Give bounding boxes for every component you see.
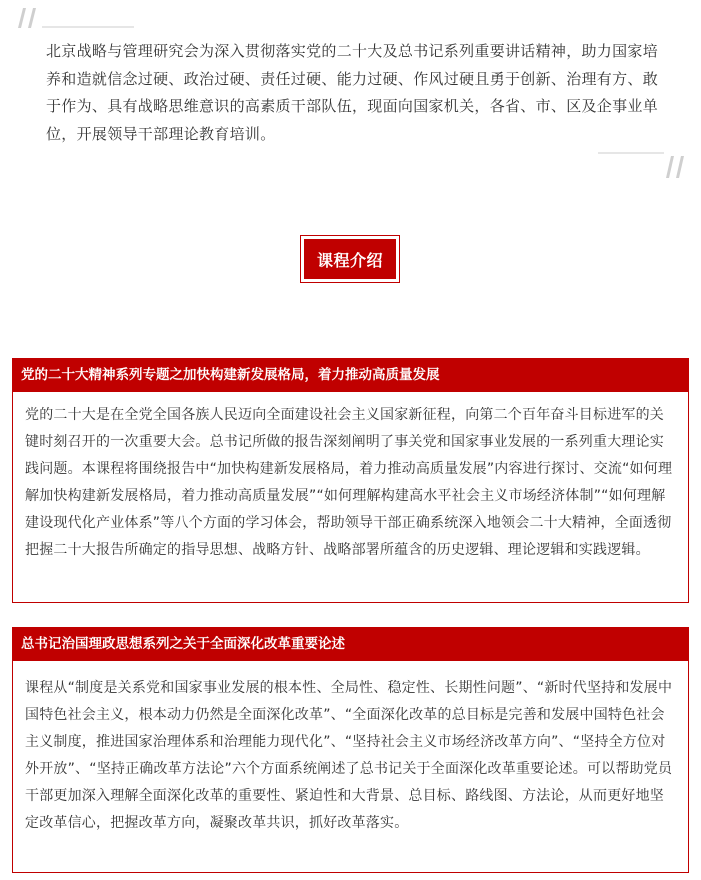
course-description: 课程从“制度是关系党和国家事业发展的根本性、全局性、稳定性、长期性问题”、“新时代坚持和发展中国特色社会主义，根本动力仍然是全面深化改革”、“全面深化改革的总目标是完善和发展中国特色社会主义制度，推进国家治理体系和治理能力现代化”、“坚持社会主义市场经济改革方向”、“坚持全方位对外开放”、“坚持正确改革方法论”六个方面系统阐述了总书记关于全面深化改革重要论述。可以帮助党员干部更加深入理解全面深化改革的重要性、紧迫性和大背景、总目标、路线图、方法论，从而更好地坚定改革信心，把握改革方向，凝聚改革共识，抓好改革落实。 [25,680,673,831]
section-title: 课程介绍 [304,239,396,279]
course-card [12,627,689,873]
course-card [12,358,689,603]
course-description: 党的二十大是在全党全国各族人民迈向全面建设社会主义国家新征程，向第二个百年奋斗目标进军的关键时刻召开的一次重要大会。总书记所做的报告深刻阐明了事关党和国家事业发展的一系列重大理论实践问题。本课程将围绕报告中“加快构建新发展格局，着力推动高质量发展”内容进行探讨、交流“如何理解加快构建新发展格局，着力推动高质量发展”“如何理解构建高水平社会主义市场经济体制”“如何理解建设现代化产业体系”等八个方面的学习体会，帮助领导干部正确系统深入地领会二十大精神，全面透彻把握二十大报告所确定的指导思想、战略方针、战略部署所蕴含的历史逻辑、理论逻辑和实践逻辑。 [25,407,673,558]
course-title: 总书记治国理政思想系列之关于全面深化改革重要论述 [13,628,688,661]
open-quote-icon [14,8,134,28]
intro-paragraph: 北京战略与管理研究会为深入贯彻落实党的二十大及总书记系列重要讲话精神，助力国家培养和造就信念过硬、政治过硬、责任过硬、能力过硬、作风过硬且勇于创新、治理有方、敢于作为、具有战略思维意识的高素质干部队伍，现面向国家机关，各省、市、区及企事业单位，开展领导干部理论教育培训。 [46,42,659,143]
course-title: 党的二十大精神系列专题之加快构建新发展格局，着力推动高质量发展 [13,359,688,392]
section-title-badge [300,235,400,283]
close-quote-icon [598,152,690,178]
